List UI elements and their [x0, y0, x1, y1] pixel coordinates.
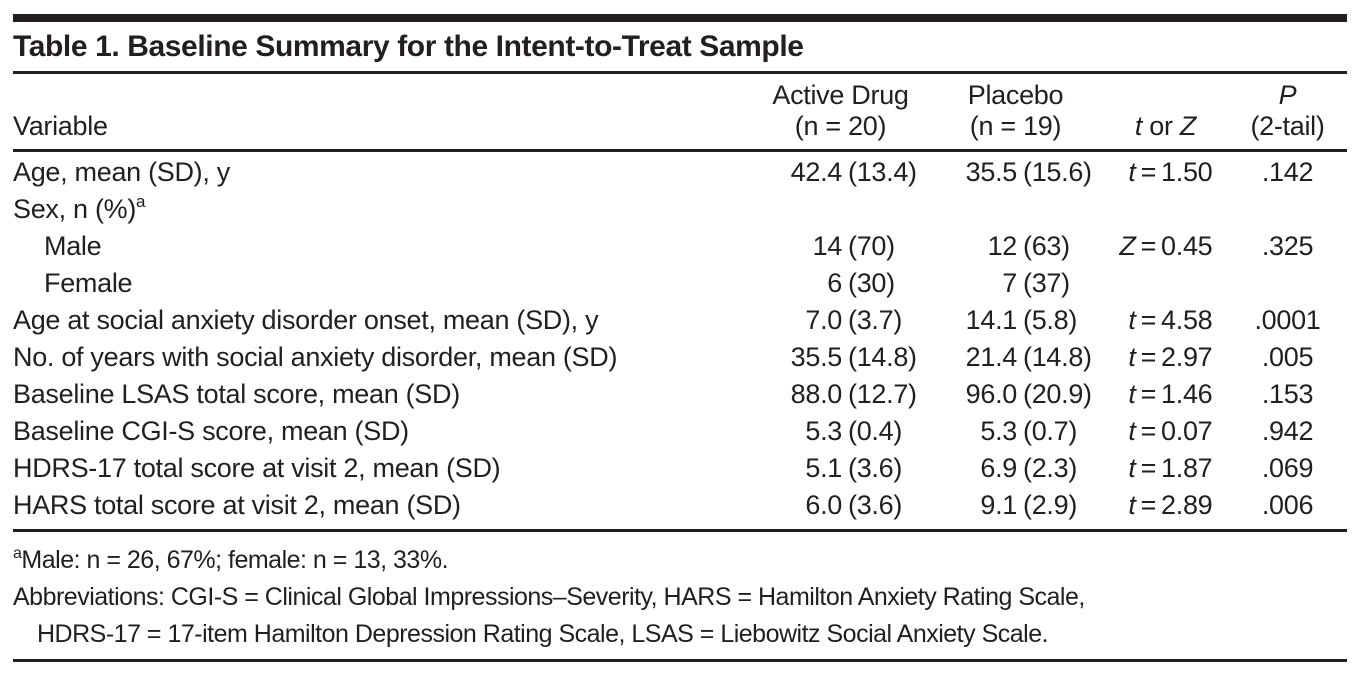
- cell-placebo: [928, 228, 1103, 265]
- cell-t-or-z: [1103, 302, 1228, 339]
- cell-t-or-z: [1103, 487, 1228, 531]
- cell-active-drug: [753, 302, 928, 339]
- cell-active-drug: [753, 265, 928, 302]
- journal-table-figure: [0, 14, 1360, 662]
- cell-t-or-z: [1103, 228, 1228, 265]
- footnote-a-marker: a: [13, 545, 22, 562]
- statistic-value: t = 2.97: [1128, 342, 1213, 372]
- active-drug-value: 6 (30): [827, 268, 895, 298]
- placebo-value: 12 (63): [987, 231, 1070, 261]
- placebo-value: 21.4 (14.8): [965, 342, 1092, 372]
- cell-active-drug: [753, 413, 928, 450]
- column-header-placebo: [928, 74, 1103, 151]
- variable-label: Age at social anxiety disorder onset, mean (SD), y: [13, 305, 599, 335]
- active-drug-header-line2: (n = 20): [794, 111, 887, 141]
- top-rule-bar: [13, 14, 1347, 22]
- cell-placebo: [928, 450, 1103, 487]
- cell-variable: [13, 265, 753, 302]
- active-drug-value: 42.4 (13.4): [790, 157, 917, 187]
- statistic-value: t = 1.46: [1128, 379, 1213, 409]
- cell-variable: [13, 228, 753, 265]
- footnotes: [13, 532, 1347, 662]
- footnote-a-text: Male: n = 26, 67%; female: n = 13, 33%.: [21, 546, 449, 574]
- cell-placebo: [928, 413, 1103, 450]
- placebo-header-line1: Placebo: [967, 80, 1064, 110]
- active-drug-header-line1: Active Drug: [772, 80, 909, 110]
- placebo-value: 96.0 (20.9): [965, 379, 1092, 409]
- or-text: or: [1142, 111, 1180, 141]
- cell-variable: [13, 376, 753, 413]
- table-row: [13, 228, 1347, 265]
- cell-placebo: [928, 191, 1103, 228]
- variable-label: Age, mean (SD), y: [13, 157, 230, 187]
- cell-p-value: [1228, 191, 1347, 228]
- column-header-p-2-tail: [1228, 74, 1347, 151]
- column-header-variable: [13, 74, 753, 151]
- table-row: [13, 151, 1347, 192]
- placebo-value: 14.1 (5.8): [965, 305, 1078, 335]
- variable-label: Sex, n (%): [13, 194, 137, 224]
- table-row: [13, 450, 1347, 487]
- cell-t-or-z: [1103, 151, 1228, 192]
- statistic-value: t = 4.58: [1128, 305, 1213, 335]
- cell-p-value: .153: [1261, 379, 1314, 409]
- table-header: [13, 74, 1347, 151]
- cell-p-value: .142: [1261, 157, 1314, 187]
- footnote-a: [13, 542, 1347, 579]
- cell-placebo: [928, 302, 1103, 339]
- table-row: [13, 487, 1347, 531]
- cell-placebo: [928, 339, 1103, 376]
- active-drug-value: 7.0 (3.7): [805, 305, 903, 335]
- placebo-value: 9.1 (2.9): [980, 490, 1078, 520]
- table-row: [13, 376, 1347, 413]
- cell-p-value: .325: [1261, 231, 1314, 261]
- placebo-header-line2: (n = 19): [969, 111, 1062, 141]
- table-row: [13, 191, 1347, 228]
- statistic-value: t = 1.87: [1128, 453, 1213, 483]
- cell-t-or-z: [1103, 265, 1228, 302]
- cell-p-value: [1228, 265, 1347, 302]
- cell-variable: [13, 191, 753, 228]
- variable-label: Baseline CGI-S score, mean (SD): [13, 416, 409, 446]
- cell-variable: [13, 302, 753, 339]
- cell-p-value: .942: [1261, 416, 1314, 446]
- active-drug-value: 88.0 (12.7): [790, 379, 917, 409]
- variable-label: Baseline LSAS total score, mean (SD): [13, 379, 460, 409]
- p-header-line1: P: [1278, 80, 1297, 110]
- statistic-value: Z = 0.45: [1119, 231, 1213, 261]
- z-symbol: Z: [1179, 111, 1197, 141]
- p-header-line2: (2-tail): [1250, 111, 1325, 141]
- cell-active-drug: [753, 450, 928, 487]
- footnote-marker: a: [136, 192, 146, 211]
- footnote-abbreviations-line1: Abbreviations: CGI-S = Clinical Global Impressions–Severity, HARS = Hamilton Anxiety Rating Scale,: [13, 583, 1085, 611]
- cell-p-value: .0001: [1254, 305, 1321, 335]
- cell-active-drug: [753, 487, 928, 531]
- variable-header-label: Variable: [13, 111, 108, 141]
- statistic-value: t = 2.89: [1128, 490, 1213, 520]
- variable-label: Female: [44, 268, 133, 298]
- table-row: [13, 302, 1347, 339]
- cell-active-drug: [753, 151, 928, 192]
- cell-p-value: .005: [1261, 342, 1314, 372]
- cell-variable: [13, 413, 753, 450]
- statistic-value: t = 1.50: [1128, 157, 1213, 187]
- cell-active-drug: [753, 376, 928, 413]
- placebo-value: 35.5 (15.6): [965, 157, 1092, 187]
- cell-active-drug: [753, 339, 928, 376]
- header-row: [13, 74, 1347, 151]
- t-symbol: t: [1134, 111, 1143, 141]
- cell-p-value: .006: [1261, 490, 1314, 520]
- cell-active-drug: [753, 228, 928, 265]
- table-row: [13, 413, 1347, 450]
- active-drug-value: 6.0 (3.6): [805, 490, 903, 520]
- placebo-value: 5.3 (0.7): [980, 416, 1078, 446]
- cell-variable: [13, 487, 753, 531]
- cell-variable: [13, 339, 753, 376]
- cell-placebo: [928, 487, 1103, 531]
- active-drug-value: 5.3 (0.4): [805, 416, 903, 446]
- cell-t-or-z: [1103, 450, 1228, 487]
- cell-t-or-z: [1103, 413, 1228, 450]
- active-drug-value: 35.5 (14.8): [790, 342, 917, 372]
- variable-label: HDRS-17 total score at visit 2, mean (SD): [13, 453, 501, 483]
- cell-t-or-z: [1103, 376, 1228, 413]
- placebo-value: 6.9 (2.3): [980, 453, 1078, 483]
- cell-placebo: [928, 376, 1103, 413]
- cell-variable: [13, 151, 753, 192]
- active-drug-value: 5.1 (3.6): [805, 453, 903, 483]
- cell-placebo: [928, 265, 1103, 302]
- statistic-value: t = 0.07: [1128, 416, 1213, 446]
- placebo-value: 7 (37): [1002, 268, 1070, 298]
- cell-p-value: .069: [1261, 453, 1314, 483]
- table-body: [13, 151, 1347, 531]
- table-row: [13, 265, 1347, 302]
- cell-t-or-z: [1103, 339, 1228, 376]
- footnote-abbreviations-line2: HDRS-17 = 17-item Hamilton Depression Rating Scale, LSAS = Liebowitz Social Anxiety Scale.: [37, 620, 1049, 648]
- variable-label: HARS total score at visit 2, mean (SD): [13, 490, 461, 520]
- active-drug-value: 14 (70): [812, 231, 895, 261]
- variable-label: Male: [44, 231, 102, 261]
- baseline-summary-table: [13, 74, 1347, 532]
- cell-placebo: [928, 151, 1103, 192]
- variable-label: No. of years with social anxiety disorder, mean (SD): [13, 342, 618, 372]
- table-title: Table 1. Baseline Summary for the Intent-to-Treat Sample: [13, 22, 1347, 74]
- cell-active-drug: [753, 191, 928, 228]
- column-header-t-or-z: [1103, 74, 1228, 151]
- column-header-active-drug: [753, 74, 928, 151]
- table-row: [13, 339, 1347, 376]
- cell-t-or-z: [1103, 191, 1228, 228]
- t-or-z-header-label: [1103, 111, 1228, 142]
- cell-variable: [13, 450, 753, 487]
